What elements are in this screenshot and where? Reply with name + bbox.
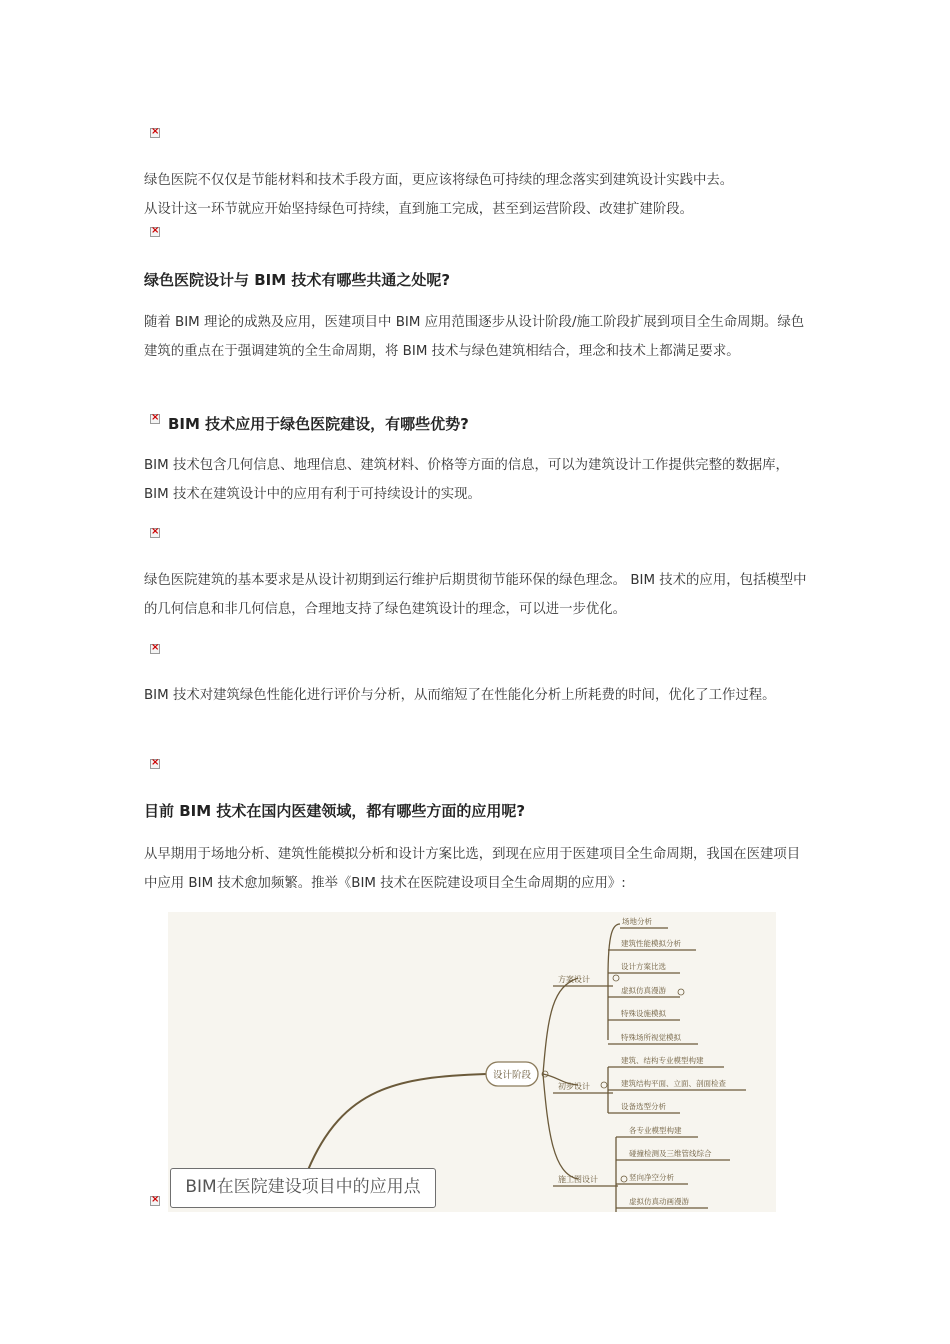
section-heading-applications: 目前 BIM 技术在国内医建领域，都有哪些方面的应用呢? (144, 802, 526, 820)
paragraph-3: BIM 技术包含几何信息、地理信息、建筑材料、价格等方面的信息，可以为建筑设计工作提供完整的数据库，BIM 技术在建筑设计中的应用有利于可持续设计的实现。 (144, 458, 789, 502)
broken-image-icon (150, 128, 160, 138)
broken-image-icon (150, 414, 160, 424)
mindmap-leaf: 虚拟仿真动画漫游 (629, 1197, 689, 1206)
mindmap-leaf: 建筑、结构专业模型构建 (621, 1056, 704, 1065)
mindmap-group-label: 初步设计 (558, 1082, 590, 1091)
broken-image-icon (150, 227, 160, 237)
mindmap-leaf: 场地分析 (622, 917, 652, 926)
mindmap-group-label: 方案设计 (558, 975, 590, 984)
paragraph-1-line-1: 绿色医院不仅仅是节能材料和技术手段方面，更应该将绿色可持续的理念落实到建筑设计实践中去。 (144, 173, 734, 188)
section-heading-common-ground: 绿色医院设计与 BIM 技术有哪些共通之处呢? (144, 271, 451, 289)
mindmap-leaf: 特殊场所视觉模拟 (621, 1033, 681, 1042)
mindmap-leaf: 竖向净空分析 (629, 1173, 674, 1182)
mindmap-leaf: 建筑结构平面、立面、剖面检查 (621, 1079, 726, 1088)
section-heading-advantages: BIM 技术应用于绿色医院建设，有哪些优势? (168, 415, 469, 433)
broken-image-icon (150, 528, 160, 538)
mindmap-center-node: BIM在医院建设项目中的应用点 (170, 1168, 436, 1208)
mindmap-group-label: 施工图设计 (558, 1175, 598, 1184)
paragraph-5: BIM 技术对建筑绿色性能化进行评价与分析，从而缩短了在性能化分析上所耗费的时间，优化了工作过程。 (144, 688, 776, 703)
paragraph-1 (144, 167, 812, 224)
mindmap-leaf: 设计方案比选 (621, 962, 666, 971)
mindmap-leaf: 建筑性能模拟分析 (621, 939, 681, 948)
mindmap-image (168, 912, 776, 1212)
mindmap-leaf: 设备选型分析 (621, 1102, 666, 1111)
broken-image-icon (150, 1196, 160, 1206)
broken-image-icon (150, 644, 160, 654)
mindmap-leaf: 虚拟仿真漫游 (621, 986, 666, 995)
mindmap-leaf: 各专业模型构建 (629, 1126, 682, 1135)
paragraph-6: 从早期用于场地分析、建筑性能模拟分析和设计方案比选，到现在应用于医建项目全生命周期，我国在医建项目中应用 BIM 技术愈加频繁。推举《BIM 技术在医院建设项目全生命周期的应用》: (144, 847, 801, 891)
paragraph-2: 随着 BIM 理论的成熟及应用，医建项目中 BIM 应用范围逐步从设计阶段/施工阶段扩展到项目全生命周期。绿色建筑的重点在于强调建筑的全生命周期，将 BIM 技术与绿色建筑相结合，理念和技术上都满足要求。 (144, 315, 805, 359)
mindmap-stage-label: 设计阶段 (492, 1070, 532, 1081)
mindmap-leaf: 特殊设施模拟 (621, 1009, 666, 1018)
mindmap-diagram (168, 912, 776, 1212)
mindmap-leaf: 碰撞检测及三维管线综合 (629, 1149, 712, 1158)
paragraph-4: 绿色医院建筑的基本要求是从设计初期到运行维护后期贯彻节能环保的绿色理念。 BIM 技术的应用，包括模型中的几何信息和非几何信息，合理地支持了绿色建筑设计的理念，可以进一步优化。 (144, 573, 807, 617)
paragraph-1-line-2: 从设计这一环节就应开始坚持绿色可持续，直到施工完成，甚至到运营阶段、改建扩建阶段。 (144, 201, 694, 217)
broken-image-icon (150, 759, 160, 769)
